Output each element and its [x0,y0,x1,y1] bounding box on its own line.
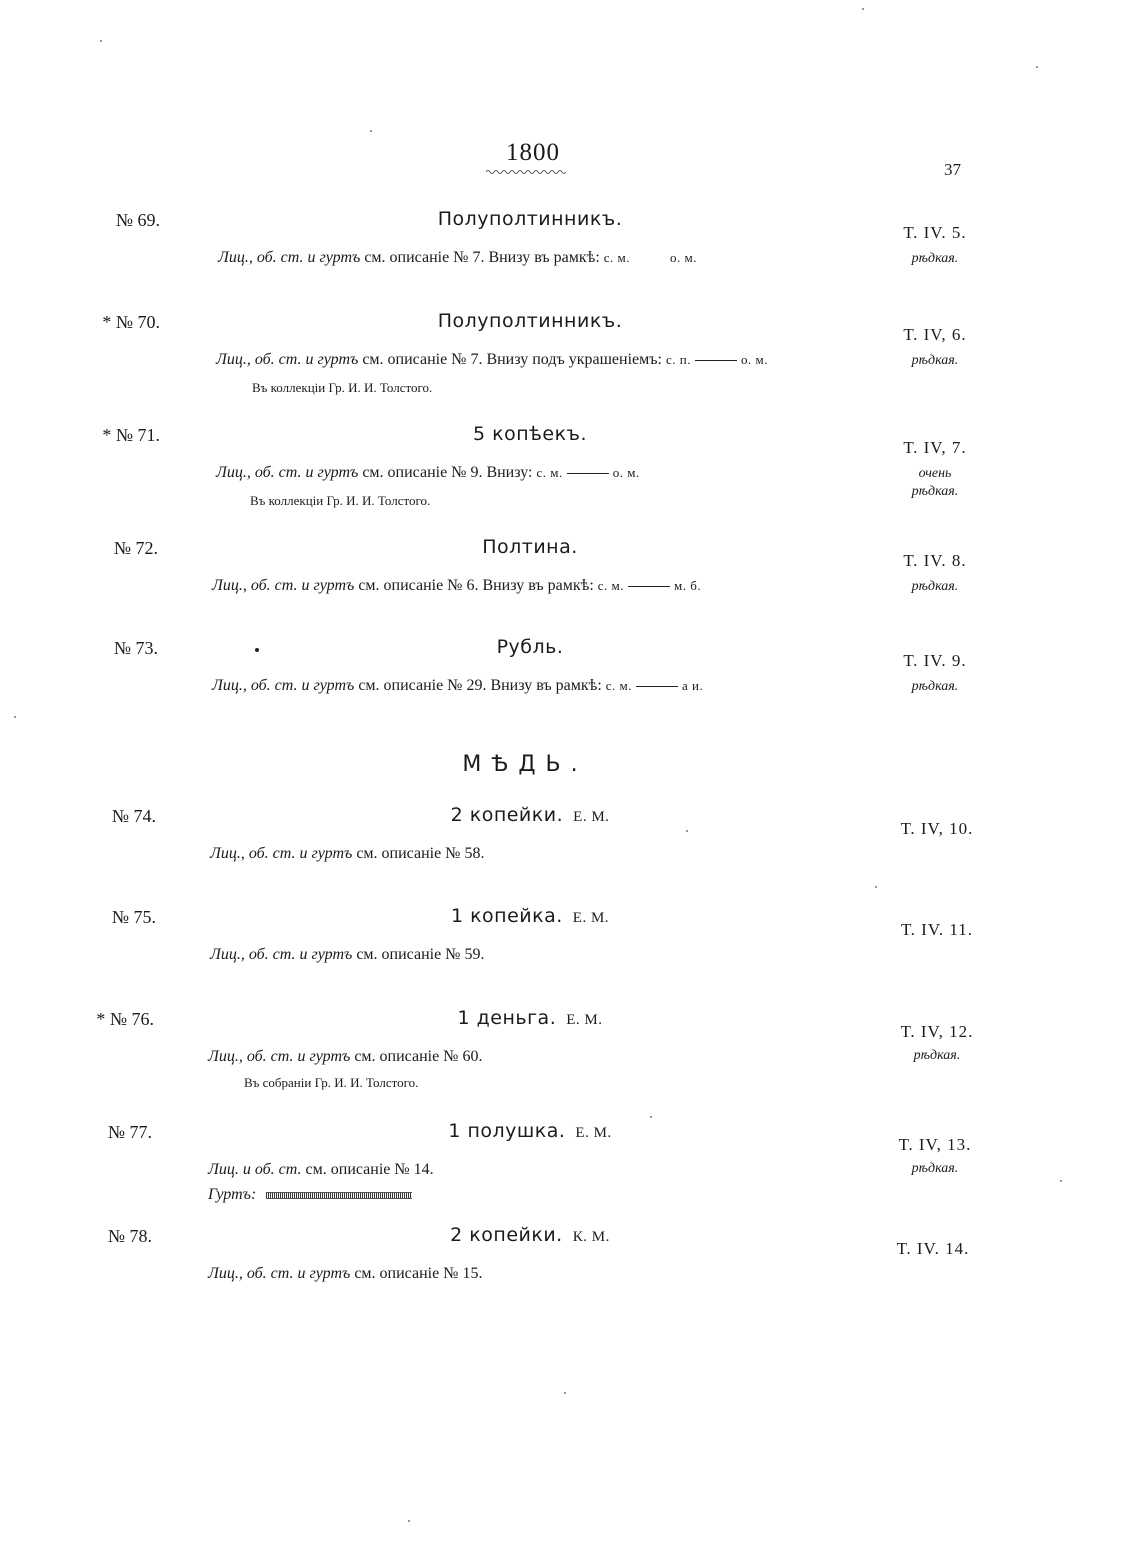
entry-number: * № 70. [102,312,160,332]
entry-title [250,804,810,826]
plate-reference: Т. IV, 12. [900,1022,974,1041]
entry-description [210,845,484,863]
description-text: см. описаніе № 7. Внизу подъ украшеніемъ: [362,351,666,368]
catalog-entry [0,312,1140,402]
assayer-initials: а и. [682,678,704,693]
scan-speck [650,1116,652,1118]
plate-reference: Т. IV. 5. [903,223,967,242]
scan-speck [370,130,372,132]
entry-description [208,1048,482,1066]
mint-mark: К. М. [572,1229,610,1245]
description-text: см. описаніе № 58. [356,845,485,862]
rarity-label [850,465,1020,501]
catalog-entry [0,210,1140,300]
description-text: см. описаніе № 15. [354,1265,483,1282]
entry-title [250,905,810,927]
description-abbrev: Лиц., об. ст. и гуртъ [210,845,353,862]
entry-number: № 72. [113,538,158,558]
entry-number: * № 71. [102,425,160,445]
entry-number: № 78. [107,1226,152,1246]
separator-dash [567,473,609,474]
mint-mark: Е. М. [575,1125,612,1141]
separator-dash [636,686,678,687]
coin-denomination: Полуполтинникъ. [437,208,623,230]
description-abbrev: Лиц., об. ст. и гуртъ [212,677,355,694]
separator-dash [695,360,737,361]
coin-denomination: Рубль. [496,636,564,658]
description-abbrev: Лиц., об. ст. и гуртъ [216,351,359,368]
plate-reference: Т. IV, 7. [903,438,967,457]
entry-title [250,536,810,558]
catalog-entry [0,907,1140,997]
plate-reference: Т. IV. 11. [900,920,974,939]
entry-title [250,1224,810,1246]
rarity-label: рѣдкая. [911,251,959,266]
coin-denomination: Полуполтинникъ. [437,310,623,332]
edge-pattern-swatch [266,1192,412,1199]
catalog-entry [0,538,1140,628]
coin-denomination: 1 полушка. [448,1120,566,1142]
assayer-initials: о. м. [740,352,768,367]
coin-denomination: 5 копѣекъ. [472,423,588,445]
description-abbrev: Лиц. и об. ст. [208,1161,302,1178]
entry-title [250,208,810,230]
mintmaster-initials: с. м. [536,465,563,480]
scan-speck [1036,66,1038,68]
entry-title [250,423,810,445]
coin-denomination: 2 копейки. [450,804,564,826]
scan-speck [564,1392,566,1394]
mint-mark: Е. М. [573,809,610,825]
description-text: см. описаніе № 29. Внизу въ рамкѣ: [358,677,606,694]
catalog-entry [0,1226,1140,1316]
description-abbrev: Лиц., об. ст. и гуртъ [216,464,359,481]
edge-description [208,1186,412,1204]
page-number: 37 [944,160,961,179]
rarity-label: рѣдкая. [911,679,959,694]
plate-reference: Т. IV. 9. [903,651,967,670]
scan-speck [862,8,864,10]
catalog-entry [0,1009,1140,1099]
description-abbrev: Лиц., об. ст. и гуртъ [218,249,361,266]
description-abbrev: Лиц., об. ст. и гуртъ [212,577,355,594]
rarity-label: рѣдкая. [911,1161,959,1176]
catalog-entry [0,806,1140,896]
catalog-entry [0,638,1140,728]
entry-description [208,1265,482,1283]
entry-number: № 74. [111,806,156,826]
entry-title [250,310,810,332]
scan-speck [408,1520,410,1522]
entry-number: № 69. [115,210,160,230]
description-text: см. описаніе № 14. [305,1161,434,1178]
scan-speck [255,648,259,652]
plate-reference: Т. IV. 8. [903,551,967,570]
description-text: см. описаніе № 6. Внизу въ рамкѣ: [358,577,598,594]
mintmaster-initials: с. п. [665,352,691,367]
collection-note: Въ коллекціи Гр. И. И. Толстого. [252,380,433,395]
scan-speck [14,716,16,718]
assayer-initials: о. м. [670,250,698,265]
rarity-qualifier: очень [918,466,952,481]
mintmaster-initials: с. м. [603,250,631,265]
entry-title [250,636,810,658]
description-text: см. описаніе № 7. Внизу въ рамкѣ: [364,249,604,266]
entry-title [250,1120,810,1142]
separator-dash [628,586,670,587]
plate-reference: Т. IV, 13. [898,1135,972,1154]
description-text: см. описаніе № 60. [354,1048,483,1065]
rarity-label: рѣдкая. [911,353,959,368]
entry-number: № 73. [113,638,158,658]
catalog-entry [0,1122,1140,1212]
coin-denomination: 2 копейки. [450,1224,563,1246]
plate-reference: Т. IV, 10. [900,819,974,838]
assayer-initials: о. м. [612,465,640,480]
coin-denomination: 1 деньга. [457,1007,557,1029]
scan-speck [100,40,102,42]
decorative-wavy-rule [486,169,566,174]
page-year-heading: 1800 [506,139,560,166]
catalog-entry [0,425,1140,515]
mint-mark: Е. М. [572,910,610,926]
entry-number: № 75. [111,907,156,927]
scan-speck [1060,1180,1062,1182]
coin-denomination: 1 копейка. [450,905,563,927]
collection-note: Въ собраніи Гр. И. И. Толстого. [244,1075,419,1090]
entry-number: № 77. [107,1122,152,1142]
entry-description [212,677,703,695]
coin-denomination: Полтина. [482,536,578,558]
collection-note: Въ коллекціи Гр. И. И. Толстого. [250,493,431,508]
rarity-value: рѣдкая. [911,484,959,499]
section-heading-copper: МѢДЬ. [462,752,588,777]
description-text: см. описаніе № 9. Внизу: [362,464,537,481]
assayer-initials: м. б. [674,578,702,593]
mintmaster-initials: с. м. [605,678,633,693]
entry-description [216,464,640,482]
rarity-label: рѣдкая. [913,1048,961,1063]
rarity-label: рѣдкая. [911,579,959,594]
mint-mark: Е. М. [566,1012,603,1028]
description-abbrev: Лиц., об. ст. и гуртъ [208,1048,351,1065]
entry-description [208,1161,434,1179]
entry-number: * № 76. [96,1009,154,1029]
plate-reference: Т. IV. 14. [896,1239,970,1258]
plate-reference: Т. IV, 6. [903,325,967,344]
entry-description [212,577,701,595]
entry-description [216,351,768,369]
scan-speck [686,830,688,832]
entry-description [210,946,484,964]
description-abbrev: Лиц., об. ст. и гуртъ [208,1265,351,1282]
scan-speck [875,886,877,888]
entry-title [250,1007,810,1029]
entry-description [218,249,697,267]
description-text: см. описаніе № 59. [356,946,485,963]
description-abbrev: Лиц., об. ст. и гуртъ [210,946,353,963]
mintmaster-initials: с. м. [597,578,625,593]
edge-label: Гуртъ: [208,1186,257,1203]
